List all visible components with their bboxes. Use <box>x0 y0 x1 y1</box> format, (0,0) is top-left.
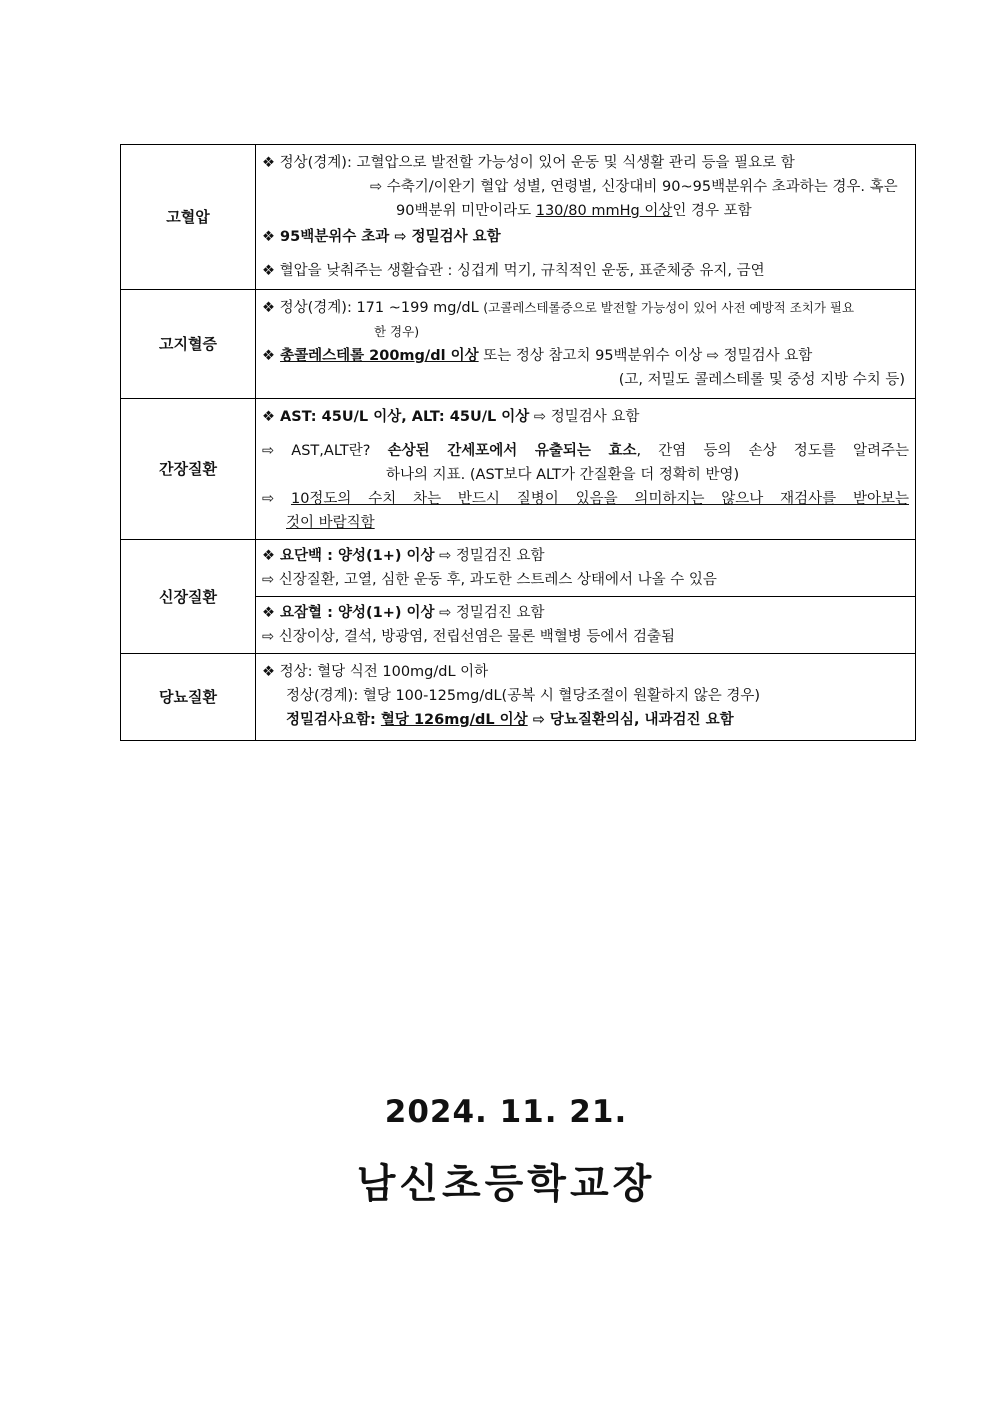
label-liver: 간장질환 <box>121 399 256 540</box>
kidney-protein-note: ⇨ 신장질환, 고열, 심한 운동 후, 과도한 스트레스 상태에서 나올 수 있음 <box>262 572 717 588</box>
diabetes-normal-line: ❖ 정상: 혈당 식전 100mg/dL 이하 <box>262 664 489 680</box>
kidney-protein-line: ❖ 요단백 : 양성(1+) 이상 ⇨ 정밀검진 요함 <box>262 548 545 564</box>
document-date: 2024. 11. 21. <box>384 1094 628 1130</box>
health-guidance-table <box>120 144 916 741</box>
row-diabetes <box>121 654 916 741</box>
row-hyperlipidemia <box>121 290 916 399</box>
content-hyperlipidemia <box>256 290 916 399</box>
label-hypertension: 고혈압 <box>121 145 256 290</box>
hypertension-criteria-line: ⇨ 수축기/이완기 혈압 성별, 연령별, 신장대비 90~95백분위수 초과하는 경우. 혹은 <box>370 179 898 195</box>
hyperlipidemia-exam-line: ❖ 총콜레스테롤 200mg/dl 이상 또는 정상 참고치 95백분위수 이상 ⇨ 정밀검사 요함 <box>262 348 813 364</box>
hypertension-exam-line: ❖ 95백분위수 초과 ⇨ 정밀검사 요함 <box>262 229 501 245</box>
kidney-blood-line: ❖ 요잠혈 : 양성(1+) 이상 ⇨ 정밀검진 요함 <box>262 605 545 621</box>
content-liver <box>256 399 916 540</box>
cholesterol-threshold: 총콜레스테롤 200mg/dl 이상 <box>280 348 479 364</box>
liver-definition-line: ⇨ AST,ALT란? 손상된 간세포에서 유출되는 효소, 간염 등의 손상 정도를 알려주는 <box>262 443 909 459</box>
hyperlipidemia-note-line: (고, 저밀도 콜레스테롤 및 중성 지방 수치 등) <box>618 372 905 388</box>
diabetes-exam-line: 정밀검사요함: 혈당 126mg/dL 이상 ⇨ 당뇨질환의심, 내과검진 요함 <box>286 712 734 728</box>
hypertension-threshold: 130/80 mmHg 이상 <box>535 203 673 219</box>
liver-note-line: ⇨ 10정도의 수치 차는 반드시 질병이 있음을 의미하지는 않으나 재검사를 받아보는 <box>262 491 909 507</box>
liver-note-line2: 것이 바람직함 <box>286 515 375 531</box>
hypertension-normal-line: ❖ 정상(경계): 고혈압으로 발전할 가능성이 있어 운동 및 식생활 관리 등을 필요로 함 <box>262 155 795 171</box>
liver-definition-line2: 하나의 지표. (AST보다 ALT가 간질환을 더 정확히 반영) <box>386 467 740 483</box>
content-hypertension <box>256 145 916 290</box>
label-diabetes: 당뇨질환 <box>121 654 256 741</box>
label-hyperlipidemia: 고지혈증 <box>121 290 256 399</box>
hyperlipidemia-normal-line: ❖ 정상(경계): 171 ~199 mg/dL (고콜레스테롤증으로 발전할 가능성이 있어 사전 예방적 조치가 필요 <box>262 300 855 316</box>
diabetes-borderline-line: 정상(경계): 혈당 100-125mg/dL(공복 시 혈당조절이 원활하지 않은 경우) <box>286 688 761 704</box>
row-hypertension <box>121 145 916 290</box>
liver-exam-line: ❖ AST: 45U/L 이상, ALT: 45U/L 이상 ⇨ 정밀검사 요함 <box>262 409 640 425</box>
content-diabetes <box>256 654 916 741</box>
row-kidney <box>121 540 916 654</box>
hyperlipidemia-normal-line2: 한 경우) <box>374 324 420 339</box>
hypertension-criteria-line2: 90백분위 미만이라도 130/80 mmHg 이상인 경우 포함 <box>396 203 752 219</box>
hypertension-lifestyle-line: ❖ 혈압을 낮춰주는 생활습관 : 싱겁게 먹기, 규칙적인 운동, 표준체중 유지, 금연 <box>262 263 765 279</box>
label-kidney: 신장질환 <box>121 540 256 654</box>
kidney-blood-note: ⇨ 신장이상, 결석, 방광염, 전립선염은 물론 백혈병 등에서 검출됨 <box>262 629 676 645</box>
row-liver <box>121 399 916 540</box>
school-principal-signature: 남신초등학교장 <box>356 1161 656 1207</box>
diabetes-threshold: 혈당 126mg/dL 이상 <box>380 712 528 728</box>
content-kidney <box>256 540 916 654</box>
